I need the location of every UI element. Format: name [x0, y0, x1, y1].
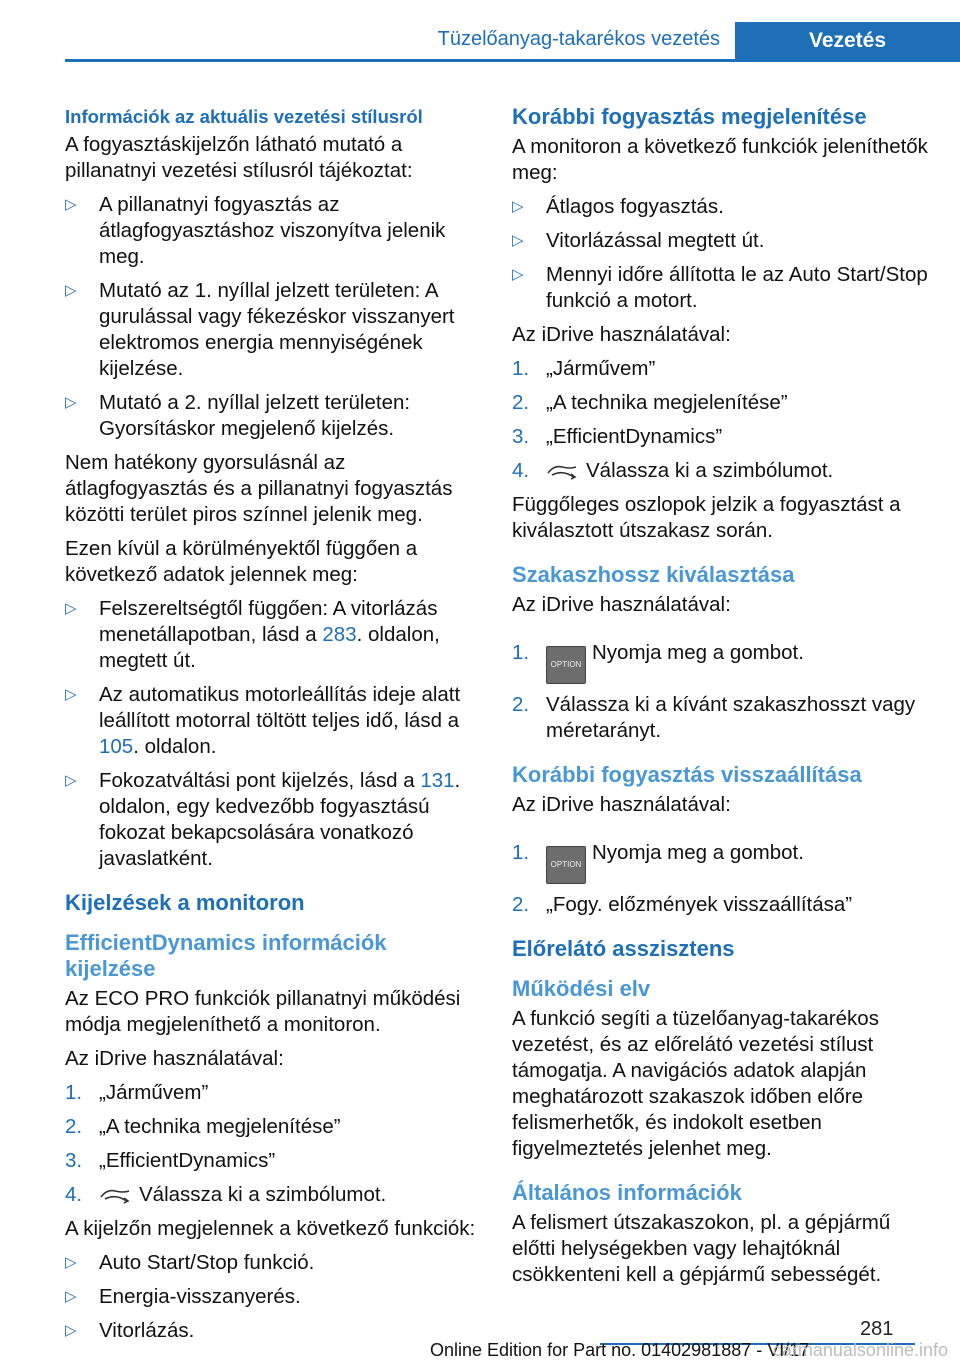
numbered-list: [512, 356, 932, 484]
triangle-bullet-icon: ▷: [65, 196, 77, 213]
paragraph: A fogyasztáskijelzőn látható mutató a pillanatnyi vezetési stílusról tájékoztat:: [65, 133, 413, 182]
triangle-bullet-icon: ▷: [65, 394, 77, 411]
bullet-list: [512, 194, 932, 314]
list-item: 2. „A technika megjelenítése”: [65, 1115, 341, 1138]
paragraph: Nem hatékony gyorsulásnál az átlagfogyasztás és a pillanatnyi fogyasztás közötti terület piros színnel jelenik meg.: [65, 451, 453, 526]
paragraph: A funkció segíti a tüzelőanyag-takarékos vezetést, és az előrelátó vezetési stílust támogatja. A navigációs adatok alapján meghatározott szakaszok időben előre felismerhetők, és indokolt esetben figyelmeztetés jelenhet meg.: [512, 1007, 879, 1160]
page-link[interactable]: 283: [322, 623, 357, 646]
option-button-icon: OPTION: [546, 846, 586, 884]
list-item: ▷ A pillanatnyi fogyasztás az átlagfogyasztáshoz viszonyítva jelenik meg.: [65, 193, 446, 268]
page-link[interactable]: 105: [99, 735, 134, 758]
watermark: carmanualsonline.info: [772, 1340, 948, 1360]
list-item: ▷ Az automatikus motorleállítás ideje alatt leállított motorral töltött teljes idő, lásd a 105. oldalon.: [65, 683, 461, 758]
triangle-bullet-icon: ▷: [65, 600, 77, 617]
paragraph: Az iDrive használatával:: [65, 1047, 284, 1070]
triangle-bullet-icon: ▷: [65, 1288, 77, 1305]
paragraph: Ezen kívül a körülményektől függően a következő adatok jelennek meg:: [65, 537, 418, 586]
list-item: ▷ Átlagos fogyasztás.: [512, 195, 724, 218]
triangle-bullet-icon: ▷: [65, 686, 77, 703]
list-item: ▷ Mutató a 2. nyíllal jelzett területen: Gyorsításkor megjelenő kijelzés.: [65, 391, 411, 440]
numbered-list: [512, 626, 932, 744]
heading-section-length: Szakaszhossz kiválasztása: [512, 562, 795, 587]
heading-general-info: Általános információk: [512, 1180, 742, 1205]
heading-monitor-displays: Kijelzések a monitoron: [65, 890, 305, 915]
right-column: [512, 104, 932, 1296]
list-item: 2. „Fogy. előzmények visszaállítása”: [512, 893, 853, 916]
list-item: 1. OPTIONNyomja meg a gombot.: [512, 626, 932, 684]
triangle-bullet-icon: ▷: [512, 198, 524, 215]
list-item: 4. Válassza ki a szimbólumot.: [65, 1183, 387, 1206]
option-button-icon: OPTION: [546, 646, 586, 684]
list-item: 4. Válassza ki a szimbólumot.: [512, 459, 834, 482]
triangle-bullet-icon: ▷: [65, 1322, 77, 1339]
triangle-bullet-icon: ▷: [65, 1254, 77, 1271]
triangle-bullet-icon: ▷: [65, 772, 77, 789]
list-item: ▷ Felszereltségtől függően: A vitorlázás menetállapotban, lásd a 283. oldalon, megtett út.: [65, 597, 440, 672]
bullet-list: [65, 1250, 480, 1344]
numbered-list: [65, 1080, 480, 1208]
paragraph: A felismert útszakaszokon, pl. a gépjármű előtti helységekben vagy lehajtóknál csökkenteni kell a gépjármű sebességét.: [512, 1211, 891, 1286]
heading-previous-consumption: Korábbi fogyasztás megjelenítése: [512, 104, 867, 129]
numbered-list: [512, 826, 932, 918]
bullet-list: [65, 192, 480, 442]
heading-efficientdynamics-info: EfficientDynamics információk kijelzése: [65, 930, 387, 981]
page-number: 281: [860, 1318, 894, 1340]
page-link[interactable]: 131: [420, 769, 455, 792]
list-item: ▷ Vitorlázással megtett út.: [512, 229, 765, 252]
paragraph: A kijelzőn megjelennek a következő funkciók:: [65, 1217, 476, 1240]
list-item: 1. OPTIONNyomja meg a gombot.: [512, 826, 932, 884]
triangle-bullet-icon: ▷: [512, 266, 524, 283]
paragraph: Az ECO PRO funkciók pillanatnyi működési módja megjeleníthető a monitoron.: [65, 987, 461, 1036]
list-item: 3. „EfficientDynamics”: [512, 425, 723, 448]
triangle-bullet-icon: ▷: [512, 232, 524, 249]
heading-reset-consumption: Korábbi fogyasztás visszaállítása: [512, 762, 862, 787]
paragraph: Az iDrive használatával:: [512, 793, 731, 816]
list-item: 3. „EfficientDynamics”: [65, 1149, 276, 1172]
page-header: [0, 0, 960, 62]
heading-operating-principle: Működési elv: [512, 976, 651, 1001]
eco-car-icon: [99, 1185, 133, 1205]
triangle-bullet-icon: ▷: [65, 282, 77, 299]
list-item: 2. Válassza ki a kívánt szakaszhosszt vagy méretarányt.: [512, 693, 916, 742]
paragraph: A monitoron a következő funkciók jeleníthetők meg:: [512, 135, 928, 184]
header-chapter-tab: Vezetés: [735, 22, 960, 60]
list-item: ▷ Vitorlázás.: [65, 1319, 195, 1342]
paragraph: Az iDrive használatával:: [512, 323, 731, 346]
list-item: ▷ Auto Start/Stop funkció.: [65, 1251, 315, 1274]
header-section-title: Tüzelőanyag-takarékos vezetés: [437, 28, 720, 50]
paragraph: Függőleges oszlopok jelzik a fogyasztást a kiválasztott útszakasz során.: [512, 493, 901, 542]
footer-edition: Online Edition for Part no. 01402981887 - VI/17: [430, 1340, 810, 1360]
left-column: [65, 104, 480, 1352]
list-item: ▷ Fokozatváltási pont kijelzés, lásd a 131. oldalon, egy kedvezőbb fogyasztású fokozat bekapcsolására vonatkozó javaslatként.: [65, 769, 461, 870]
list-item: ▷ Mennyi időre állította le az Auto Start/Stop funkció a motort.: [512, 263, 928, 312]
eco-car-icon: [546, 461, 580, 481]
list-item: 1. „Járművem”: [65, 1081, 209, 1104]
header-rule: [65, 59, 960, 62]
bullet-list: [65, 596, 480, 872]
list-item: 1. „Járművem”: [512, 357, 656, 380]
heading-driving-style-info: Információk az aktuális vezetési stílusról: [65, 106, 423, 127]
list-item: 2. „A technika megjelenítése”: [512, 391, 788, 414]
list-item: ▷ Energia-visszanyerés.: [65, 1285, 301, 1308]
paragraph: Az iDrive használatával:: [512, 593, 731, 616]
heading-proactive-assistant: Előrelátó asszisztens: [512, 936, 735, 961]
list-item: ▷ Mutató az 1. nyíllal jelzett területen: A gurulással vagy fékezéskor visszanyert elektromos energia mennyiségének kijelzése.: [65, 279, 455, 380]
